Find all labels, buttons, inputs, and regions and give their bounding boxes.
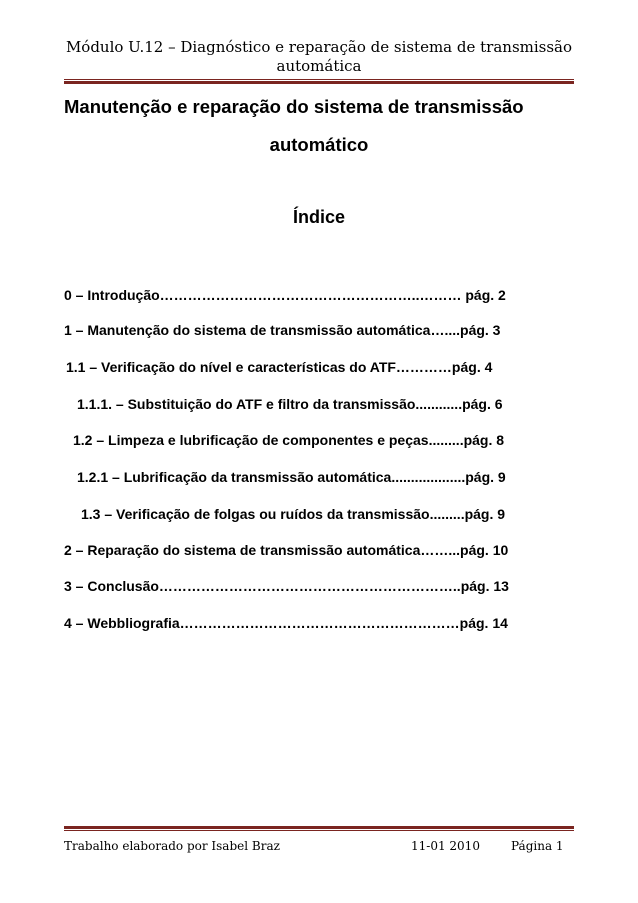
header-line-1: Módulo U.12 – Diagnóstico e reparação de sistema de transmissão [65,38,573,56]
index-heading: Índice [292,207,345,227]
footer-page-number: Página 1 [511,839,564,853]
toc-entry: 1 – Manutenção do sistema de transmissão automática…....pág. 3 [64,322,501,338]
toc-entry: 4 – Webbliografia……………………………………………………pág. 14 [64,615,508,631]
toc-entry: 1.2.1 – Lubrificação da transmissão automática...................pág. 9 [77,469,506,485]
footer-author: Trabalho elaborado por Isabel Braz [64,839,280,853]
header-line-2: automática [276,57,362,75]
toc-entry: 1.3 – Verificação de folgas ou ruídos da transmissão.........pág. 9 [81,506,506,522]
toc-entry: 3 – Conclusão………………………………………………………..pág. 13 [64,578,509,594]
header-rule-thick [64,81,574,84]
toc-entry: 1.2 – Limpeza e lubrificação de componentes e peças.........pág. 8 [73,432,505,448]
toc-entry: 2 – Reparação do sistema de transmissão automática……...pág. 10 [64,542,509,558]
toc-entry: 0 – Introdução………………………………………………..……… pág. 2 [64,287,506,303]
document-title-line-2: automático [269,134,369,155]
document-title-line-1: Manutenção e reparação do sistema de transmissão [64,96,524,117]
toc-entry: 1.1.1. – Substituição do ATF e filtro da transmissão............pág. 6 [77,396,503,412]
header-text [64,38,574,76]
footer-rule-thick [64,826,574,829]
header-rule-thin [64,79,574,80]
footer-date: 11-01 2010 [411,839,480,853]
footer-rule-thin [64,830,574,831]
toc-entry: 1.1 – Verificação do nível e características do ATF…………pág. 4 [66,359,493,375]
